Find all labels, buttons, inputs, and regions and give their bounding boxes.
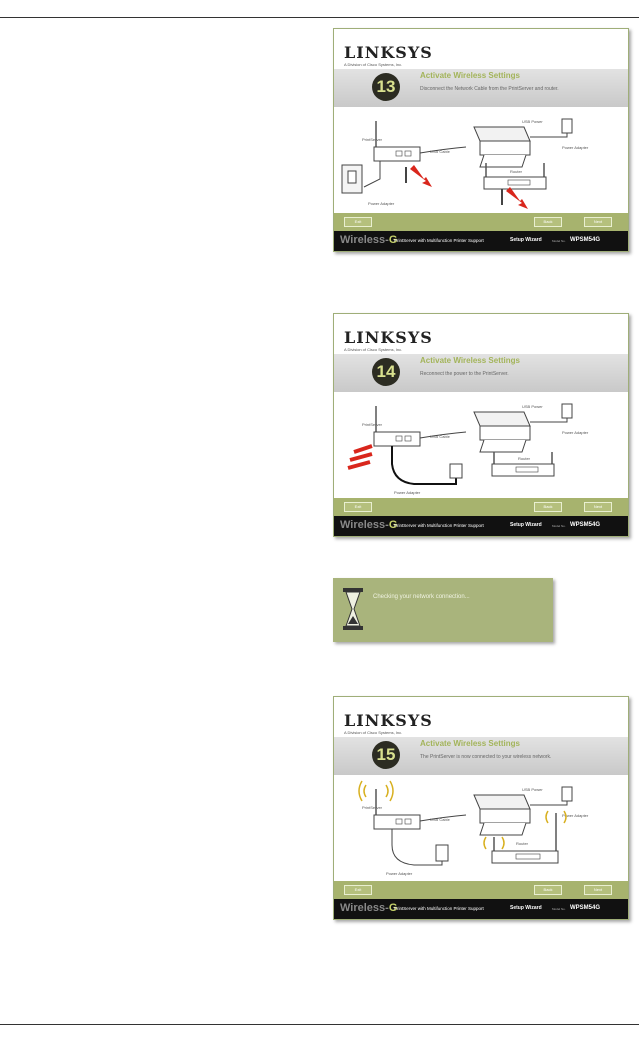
printserver-label: PrintServer [362,805,383,810]
step-number-badge: 15 [372,741,400,769]
wizard-button-bar [334,213,628,231]
step-instruction: Reconnect the power to the PrintServer. [420,371,509,377]
next-button[interactable]: Next [584,885,612,895]
product-subtitle: PrintServer with Multifunction Printer Support [394,906,484,911]
bottom-rule [0,1024,639,1025]
step-title: Activate Wireless Settings [420,739,520,748]
usb-power-label: USB Power [522,787,543,792]
back-button[interactable]: Back [534,502,562,512]
printer-power-adapter-label: Power Adapter [562,430,589,435]
progress-popup [333,578,553,642]
printer-power-adapter-icon [562,787,572,801]
back-button[interactable]: Back [534,217,562,227]
connection-diagram [334,392,628,498]
exit-button[interactable]: Exit [344,885,372,895]
model-number: WPSM54G [570,905,601,911]
step-title: Activate Wireless Settings [420,356,520,365]
top-rule [0,17,639,18]
back-button[interactable]: Back [534,885,562,895]
next-button[interactable]: Next [584,502,612,512]
step-instruction: Disconnect the Network Cable from the PrintServer and router. [420,86,559,92]
disconnect-arrow-icon [506,187,528,209]
wizard-footer [334,231,628,251]
model-label: Model No. [552,907,566,911]
logo-tagline: A Division of Cisco Systems, Inc. [344,62,403,67]
linksys-logo: LINKSYS [344,43,433,62]
step-number-badge: 14 [372,358,400,386]
product-subtitle: PrintServer with Multifunction Printer Support [394,238,484,243]
power-adapter-label: Power Adapter [386,871,413,876]
exit-button[interactable]: Exit [344,502,372,512]
power-adapter-icon [436,845,448,861]
usb-cable-label: USB Cable [430,434,450,439]
wizard-screen-step-15 [333,696,629,920]
logo-tagline: A Division of Cisco Systems, Inc. [344,347,403,352]
disconnect-arrow-icon [410,165,432,187]
printer-icon [474,795,530,835]
wizard-footer [334,899,628,919]
router-label: Router [510,169,523,174]
router-label: Router [516,841,529,846]
model-label: Model No. [552,524,566,528]
hourglass-icon [341,586,365,632]
step-number-badge: 13 [372,73,400,101]
wizard-screen-step-14 [333,313,629,537]
wizard-name: Setup Wizard [510,905,542,911]
wizard-button-bar [334,498,628,516]
product-brand: Wireless-G [340,519,398,531]
printer-power-adapter-label: Power Adapter [562,145,589,150]
wizard-button-bar [334,881,628,899]
printer-icon [474,412,530,452]
router-label: Router [518,456,531,461]
usb-power-label: USB Power [522,404,543,409]
connection-diagram [334,107,628,213]
printer-icon [474,127,530,167]
progress-message: Checking your network connection... [373,594,470,600]
step-instruction: The PrintServer is now connected to your wireless network. [420,754,552,760]
connection-diagram [334,775,628,881]
product-brand: Wireless-G [340,902,398,914]
model-number: WPSM54G [570,237,601,243]
power-cable [392,446,456,484]
printer-power-adapter-icon [562,119,572,133]
next-button[interactable]: Next [584,217,612,227]
usb-cable-label: USB Cable [430,817,450,822]
power-adapter-label: Power Adapter [394,490,421,495]
wizard-name: Setup Wizard [510,522,542,528]
step-title: Activate Wireless Settings [420,71,520,80]
linksys-logo: LINKSYS [344,711,433,730]
model-label: Model No. [552,239,566,243]
exit-button[interactable]: Exit [344,217,372,227]
linksys-logo: LINKSYS [344,328,433,347]
model-number: WPSM54G [570,522,601,528]
printer-power-adapter-label: Power Adapter [562,813,589,818]
wizard-name: Setup Wizard [510,237,542,243]
power-adapter-label: Power Adapter [368,201,395,206]
printserver-label: PrintServer [362,137,383,142]
usb-cable-label: USB Cable [430,149,450,154]
reconnect-arrow-icon [348,446,372,468]
printer-power-adapter-icon [562,404,572,418]
wizard-screen-step-13 [333,28,629,252]
product-subtitle: PrintServer with Multifunction Printer Support [394,523,484,528]
wizard-footer [334,516,628,536]
printserver-label: PrintServer [362,422,383,427]
usb-power-label: USB Power [522,119,543,124]
product-brand: Wireless-G [340,234,398,246]
logo-tagline: A Division of Cisco Systems, Inc. [344,730,403,735]
power-adapter-icon [450,464,462,478]
